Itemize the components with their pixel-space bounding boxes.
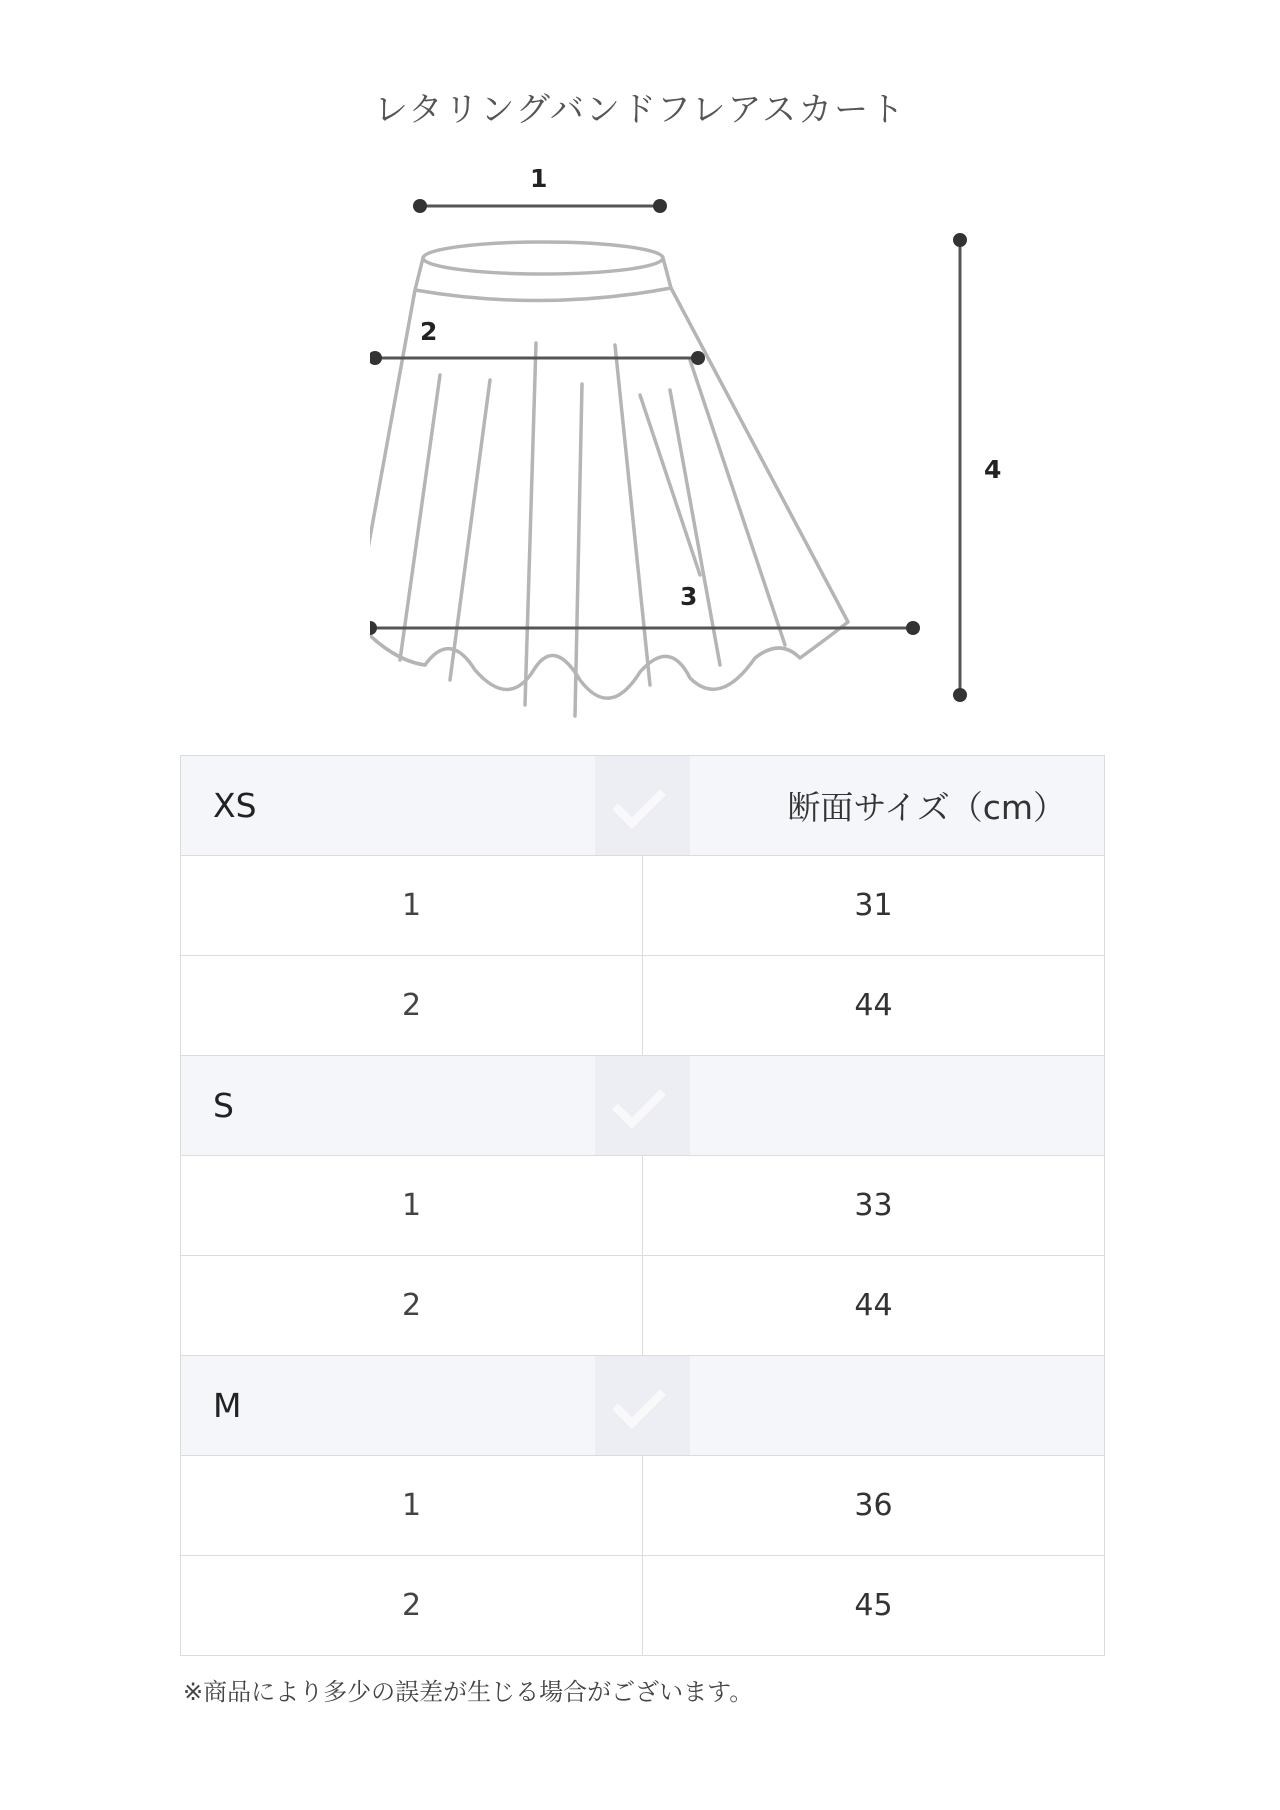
value-cell: 44 (643, 956, 1105, 1056)
table-row (181, 956, 1105, 1056)
table-row (181, 1556, 1105, 1656)
disclaimer-note: ※商品により多少の誤差が生じる場合がございます。 (183, 1678, 754, 1706)
table-row (181, 1456, 1105, 1556)
skirt-measurement-diagram (370, 160, 1010, 720)
size-name-cell (181, 1356, 643, 1456)
size-group-header (181, 1056, 1105, 1156)
point-cell: 1 (181, 1456, 643, 1556)
size-name: XS (213, 786, 257, 825)
value-cell: 45 (643, 1556, 1105, 1656)
point-cell: 2 (181, 1556, 643, 1656)
page-title: レタリングバンドフレアスカート (373, 90, 907, 130)
table-row (181, 856, 1105, 956)
point-cell: 2 (181, 1256, 643, 1356)
check-icon (595, 1356, 690, 1455)
empty-cell (643, 1056, 1105, 1156)
size-name-cell (181, 756, 643, 856)
point-label-3: 3 (680, 582, 698, 611)
size-name: S (213, 1086, 234, 1125)
size-group-header (181, 756, 1105, 856)
size-name-cell (181, 1056, 643, 1156)
point-label-1: 1 (530, 164, 548, 193)
point-cell: 1 (181, 1156, 643, 1256)
value-cell: 31 (643, 856, 1105, 956)
value-cell: 44 (643, 1256, 1105, 1356)
size-group-header (181, 1356, 1105, 1456)
point-label-4: 4 (984, 455, 1002, 484)
size-table (180, 755, 1105, 1656)
unit-label: 断面サイズ（cm） (643, 756, 1105, 856)
check-icon (595, 756, 690, 855)
skirt-illustration (370, 160, 1010, 720)
table-row (181, 1256, 1105, 1356)
value-cell: 33 (643, 1156, 1105, 1256)
point-cell: 1 (181, 856, 643, 956)
size-name: M (213, 1386, 242, 1425)
value-cell: 36 (643, 1456, 1105, 1556)
table-row (181, 1156, 1105, 1256)
empty-cell (643, 1356, 1105, 1456)
check-icon (595, 1056, 690, 1155)
point-label-2: 2 (420, 317, 438, 346)
point-cell: 2 (181, 956, 643, 1056)
